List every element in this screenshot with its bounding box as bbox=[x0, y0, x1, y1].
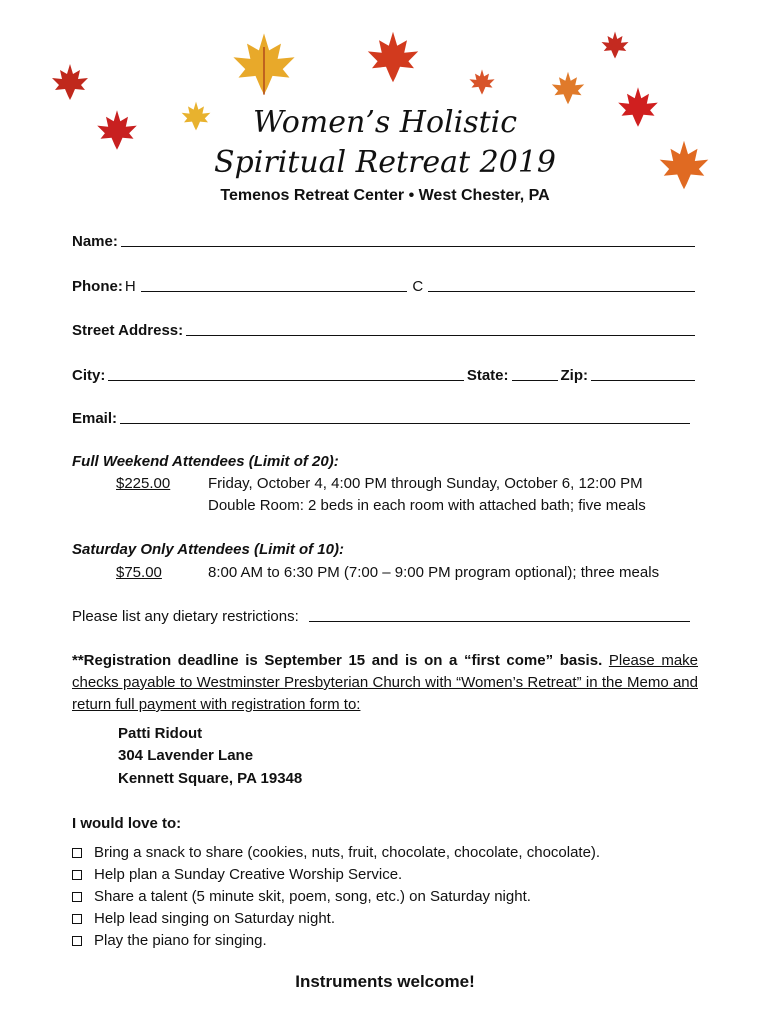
phone-home-label: H bbox=[124, 278, 136, 295]
deadline-paragraph bbox=[72, 650, 698, 716]
saturday-price: $75.00 bbox=[116, 564, 162, 581]
phone-label: Phone: bbox=[72, 278, 123, 295]
option-label: Share a talent (5 minute skit, poem, song, etc.) on Saturday night. bbox=[94, 888, 531, 905]
page-title-line1: Women’s Holistic bbox=[252, 105, 518, 140]
address-city: Kennett Square, PA 19348 bbox=[118, 770, 303, 787]
checkbox-icon[interactable] bbox=[72, 936, 82, 946]
checkbox-icon[interactable] bbox=[72, 870, 82, 880]
love-heading: I would love to: bbox=[72, 815, 182, 832]
full-weekend-price: $225.00 bbox=[116, 475, 171, 492]
full-weekend-dates: Friday, October 4, 4:00 PM through Sunday, October 6, 12:00 PM bbox=[208, 475, 643, 492]
option-worship[interactable] bbox=[72, 866, 402, 883]
checkbox-icon[interactable] bbox=[72, 914, 82, 924]
saturday-times: 8:00 AM to 6:30 PM (7:00 – 9:00 PM program optional); three meals bbox=[208, 564, 660, 581]
maple-leaf-icon bbox=[550, 68, 586, 108]
dietary-field bbox=[72, 605, 698, 625]
option-piano[interactable] bbox=[72, 932, 267, 949]
checkbox-icon[interactable] bbox=[72, 892, 82, 902]
deadline-bold-text: **Registration deadline is September 15 and is on a “first come” basis. bbox=[72, 652, 603, 669]
maple-leaf-icon bbox=[598, 30, 632, 60]
option-snack[interactable] bbox=[72, 844, 600, 861]
address-name: Patti Ridout bbox=[118, 725, 203, 742]
option-label: Help plan a Sunday Creative Worship Service. bbox=[94, 866, 403, 883]
maple-leaf-icon bbox=[365, 28, 421, 86]
checkbox-icon[interactable] bbox=[72, 848, 82, 858]
name-label: Name: bbox=[72, 233, 118, 250]
option-singing[interactable] bbox=[72, 910, 335, 927]
city-state-zip-field bbox=[72, 364, 698, 384]
payment-instructions: Please make checks payable to Westminster Presbyterian Church with “Women’s Retreat” in the Memo and return full payment with registration form to: bbox=[72, 652, 699, 713]
saturday-heading: Saturday Only Attendees (Limit of 10): bbox=[72, 541, 344, 558]
name-line[interactable] bbox=[121, 232, 695, 247]
street-field bbox=[72, 319, 698, 339]
street-line[interactable] bbox=[186, 321, 695, 336]
email-label: Email: bbox=[72, 410, 118, 427]
email-line[interactable] bbox=[120, 409, 690, 424]
zip-line[interactable] bbox=[591, 366, 695, 381]
option-label: Help lead singing on Saturday night. bbox=[94, 910, 335, 927]
city-label: City: bbox=[72, 367, 106, 384]
name-field bbox=[72, 230, 698, 250]
maple-leaf-icon bbox=[50, 60, 90, 104]
option-label: Play the piano for singing. bbox=[94, 932, 267, 949]
full-weekend-heading: Full Weekend Attendees (Limit of 20): bbox=[72, 453, 339, 470]
email-field bbox=[72, 407, 698, 427]
full-weekend-room: Double Room: 2 beds in each room with attached bath; five meals bbox=[208, 497, 646, 514]
street-label: Street Address: bbox=[72, 322, 184, 339]
state-line[interactable] bbox=[512, 366, 558, 381]
page-title-line2: Spiritual Retreat 2019 bbox=[214, 145, 556, 180]
phone-cell-label: C bbox=[412, 278, 424, 295]
phone-home-line[interactable] bbox=[141, 277, 408, 292]
state-label: State: bbox=[466, 367, 509, 384]
phone-cell-line[interactable] bbox=[428, 277, 695, 292]
closing-text: Instruments welcome! bbox=[295, 972, 475, 991]
dietary-line[interactable] bbox=[309, 607, 690, 622]
option-label: Bring a snack to share (cookies, nuts, fruit, chocolate, chocolate, chocolate). bbox=[94, 844, 601, 861]
city-line[interactable] bbox=[108, 366, 463, 381]
maple-leaf-icon bbox=[468, 68, 496, 96]
option-talent[interactable] bbox=[72, 888, 531, 905]
phone-field bbox=[72, 275, 698, 295]
address-street: 304 Lavender Lane bbox=[118, 747, 254, 764]
page-subtitle: Temenos Retreat Center • West Chester, PA bbox=[220, 187, 550, 204]
zip-label: Zip: bbox=[560, 367, 588, 384]
maple-leaf-icon bbox=[228, 30, 300, 98]
dietary-label: Please list any dietary restrictions: bbox=[72, 608, 299, 625]
